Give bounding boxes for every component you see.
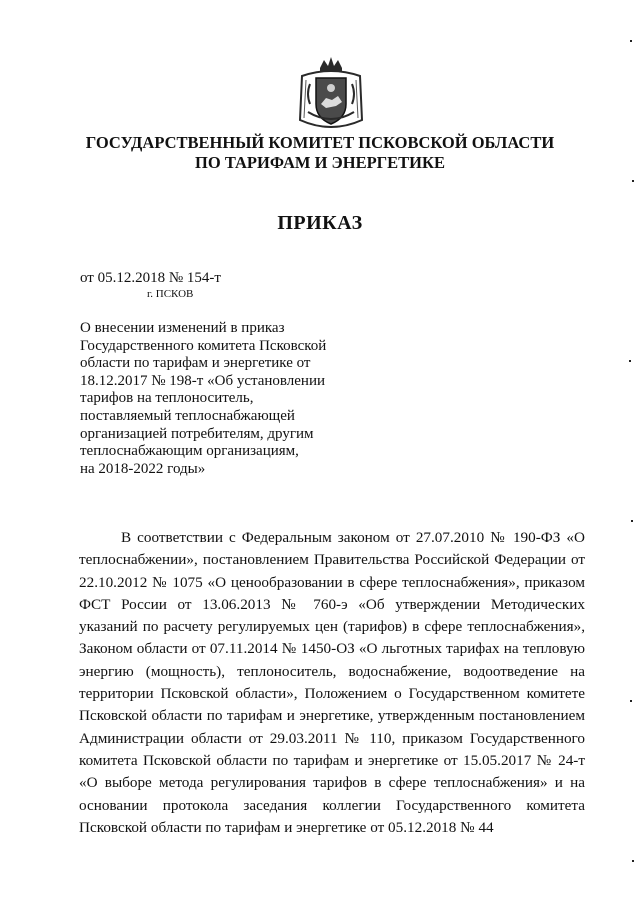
- subject-line: области по тарифам и энергетике от: [80, 355, 311, 372]
- scan-edge-artifact: [626, 0, 636, 905]
- subject-line: тарифов на теплоноситель,: [80, 390, 254, 407]
- subject-line: поставляемый теплоснабжающей: [80, 407, 295, 424]
- organization-name-line-1: ГОСУДАРСТВЕННЫЙ КОМИТЕТ ПСКОВСКОЙ ОБЛАСТИ: [85, 133, 555, 152]
- subject-line: О внесении изменений в приказ: [80, 320, 285, 336]
- coat-of-arms-icon: [296, 54, 366, 134]
- document-title: ПРИКАЗ: [277, 212, 363, 234]
- order-subject: [80, 320, 390, 478]
- subject-line: организацией потребителям, другим: [80, 425, 314, 442]
- subject-line: 18.12.2017 № 198-т «Об установлении: [80, 372, 326, 389]
- subject-line: теплоснабжающим организациям,: [80, 443, 299, 460]
- order-date-number: от 05.12.2018 № 154-т: [80, 270, 221, 286]
- order-city: г. ПСКОВ: [147, 288, 194, 300]
- organization-name-line-2: ПО ТАРИФАМ И ЭНЕРГЕТИКЕ: [195, 153, 445, 172]
- organization-name: [0, 133, 640, 173]
- body-paragraph: В соответствии с Федеральным законом от 27.07.2010 № 190-ФЗ «О теплоснабжении», постановлением Правительства Российской Федерации от 22.10.2012 № 1075 «О ценообразовании в сфере теплоснабжения», приказом ФСТ России от 13.06.2013 № 760-э «Об утверждении Методических указаний по расчету регулируемых цен (тарифов) в сфере теплоснабжения», Законом области от 07.11.2014 № 1450-ОЗ «О льготных тарифах на тепловую энергию (мощность), теплоноситель, водоснабжение, водоотведение на территории Псковской области», Положением о Государственном комитете Псковской области по тарифам и энергетике, утвержденным постановлением Администрации области от 29.03.2011 № 110, приказом Государственного комитета Псковской области по тарифам и энергетике от 15.05.2017 № 24-т «О выборе метода регулирования тарифов в сфере теплоснабжения» и на основании протокола заседания коллегии Государственного комитета Псковской области по тарифам и энергетике от 05.12.2018 № 44: [79, 529, 585, 836]
- subject-line: на 2018-2022 годы»: [80, 460, 206, 477]
- subject-line: Государственного комитета Псковской: [80, 337, 327, 354]
